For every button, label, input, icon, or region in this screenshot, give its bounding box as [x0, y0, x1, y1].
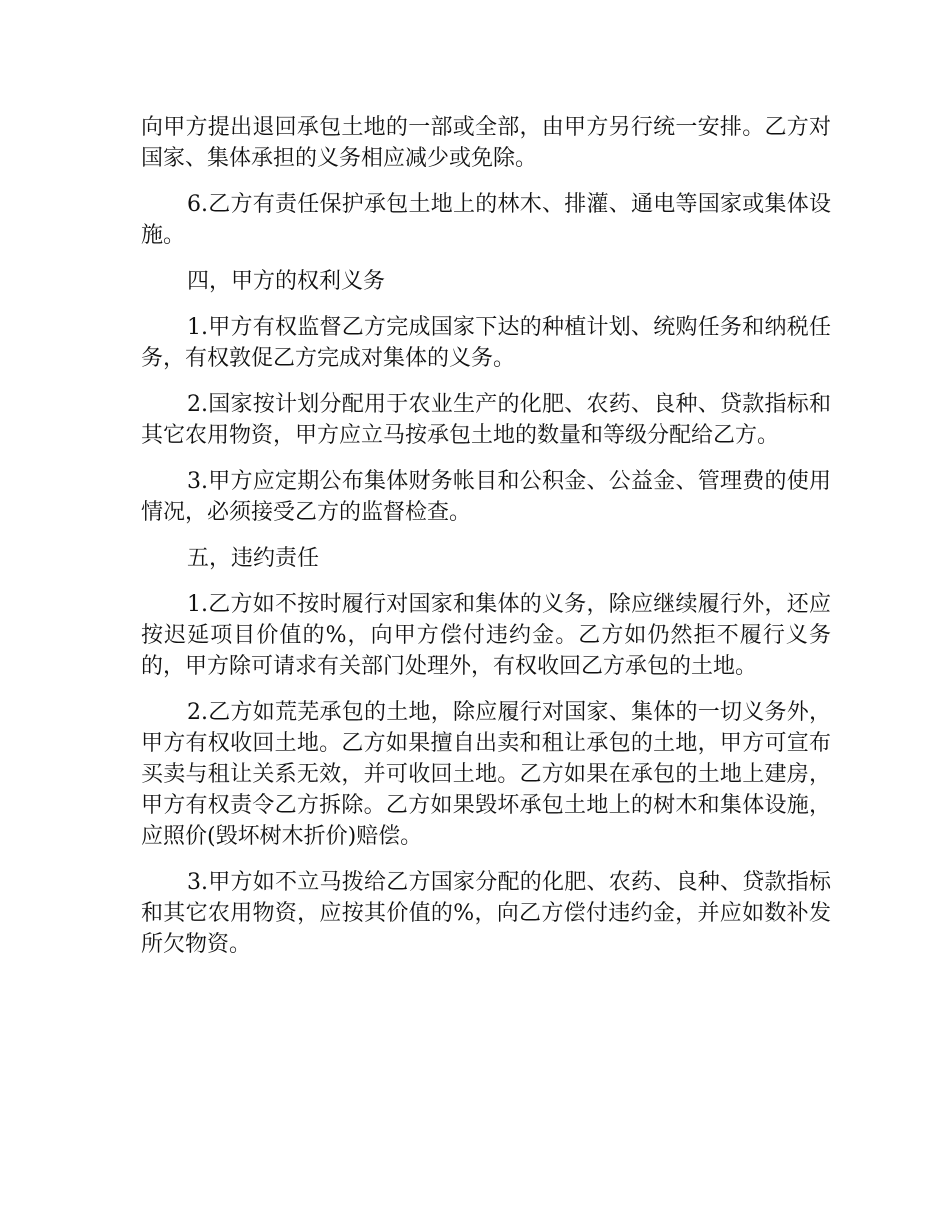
- paragraph-party-a-clause-3: 3.甲方应定期公布集体财务帐目和公积金、公益金、管理费的使用情况，必须接受乙方的监督检查。: [141, 469, 831, 525]
- paragraph-liability-clause-2: 2.乙方如荒芜承包的土地，除应履行对国家、集体的一切义务外，甲方有权收回土地。乙方如果擅自出卖和租让承包的土地，甲方可宣布买卖与租让关系无效，并可收回土地。乙方如果在承包的土地上建房，甲方有权责令乙方拆除。乙方如果毁坏承包土地上的树木和集体设施，应照价(毁坏树木折价)赔偿。: [141, 700, 831, 849]
- paragraph-liability-clause-1: 1.乙方如不按时履行对国家和集体的义务，除应继续履行外，还应按迟延项目价值的%，向甲方偿付违约金。乙方如仍然拒不履行义务的，甲方除可请求有关部门处理外，有权收回乙方承包的土地。: [141, 592, 831, 679]
- paragraph-party-a-clause-2: 2.国家按计划分配用于农业生产的化肥、农药、良种、贷款指标和其它农用物资，甲方应立马按承包土地的数量和等级分配给乙方。: [141, 392, 831, 448]
- section-heading-party-a-rights: 四，甲方的权利义务: [187, 269, 386, 294]
- paragraph-continuation: 向甲方提出退回承包土地的一部或全部，由甲方另行统一安排。乙方对国家、集体承担的义务相应减少或免除。: [141, 115, 831, 171]
- document-page: [141, 112, 831, 960]
- section-heading-liability: 五，违约责任: [187, 546, 320, 571]
- paragraph-clause-6: 6.乙方有责任保护承包土地上的林木、排灌、通电等国家或集体设施。: [141, 192, 831, 248]
- paragraph-liability-clause-3: 3.甲方如不立马拨给乙方国家分配的化肥、农药、良种、贷款指标和其它农用物资，应按其价值的%，向乙方偿付违约金，并应如数补发所欠物资。: [141, 870, 831, 957]
- paragraph-party-a-clause-1: 1.甲方有权监督乙方完成国家下达的种植计划、统购任务和纳税任务，有权敦促乙方完成对集体的义务。: [141, 315, 831, 371]
